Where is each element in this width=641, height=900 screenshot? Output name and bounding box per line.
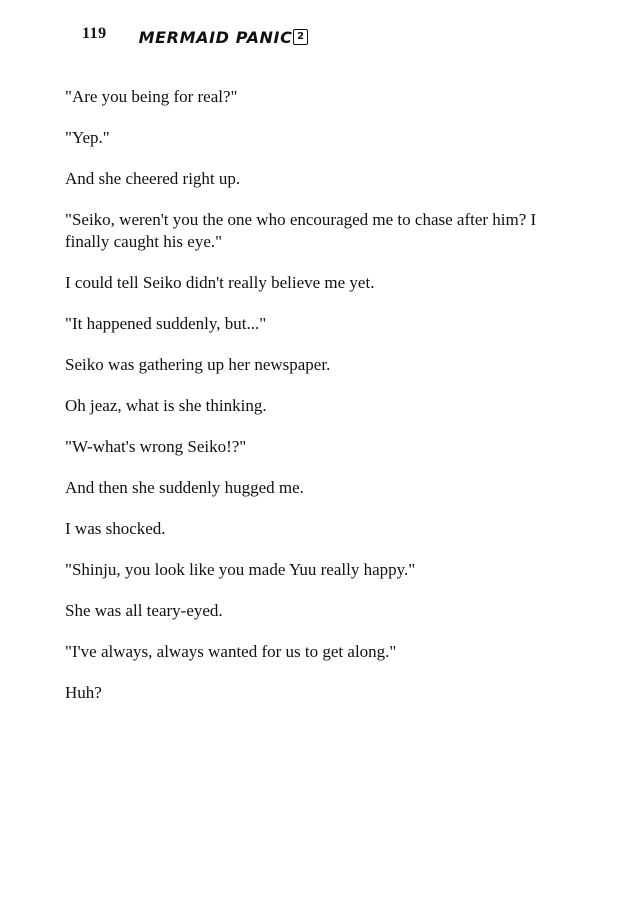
paragraph: Seiko was gathering up her newspaper.	[65, 355, 331, 374]
paragraph: "W-what's wrong Seiko!?"	[65, 437, 247, 456]
paragraph: "Seiko, weren't you the one who encouraged me to chase after him? I finally caught his eye."	[65, 210, 537, 251]
paragraph: "I've always, always wanted for us to get along."	[65, 642, 397, 661]
paragraph: Oh jeaz, what is she thinking.	[65, 396, 267, 415]
page-header	[82, 22, 482, 52]
paragraph: And she cheered right up.	[65, 169, 241, 188]
paragraph: She was all teary-eyed.	[65, 601, 223, 620]
paragraph: Huh?	[65, 683, 102, 702]
paragraph: I could tell Seiko didn't really believe me yet.	[65, 273, 375, 292]
body-text	[65, 86, 565, 723]
paragraph: I was shocked.	[65, 519, 166, 538]
book-title	[139, 28, 309, 47]
page-number: 119	[82, 25, 107, 42]
paragraph: "Yep."	[65, 128, 110, 147]
paragraph: And then she suddenly hugged me.	[65, 478, 304, 497]
volume-badge: 2	[293, 29, 308, 45]
paragraph: "Are you being for real?"	[65, 87, 238, 106]
paragraph: "Shinju, you look like you made Yuu really happy."	[65, 560, 416, 579]
book-title-text: MERMAID PANIC	[138, 27, 293, 47]
paragraph: "It happened suddenly, but..."	[65, 314, 267, 333]
